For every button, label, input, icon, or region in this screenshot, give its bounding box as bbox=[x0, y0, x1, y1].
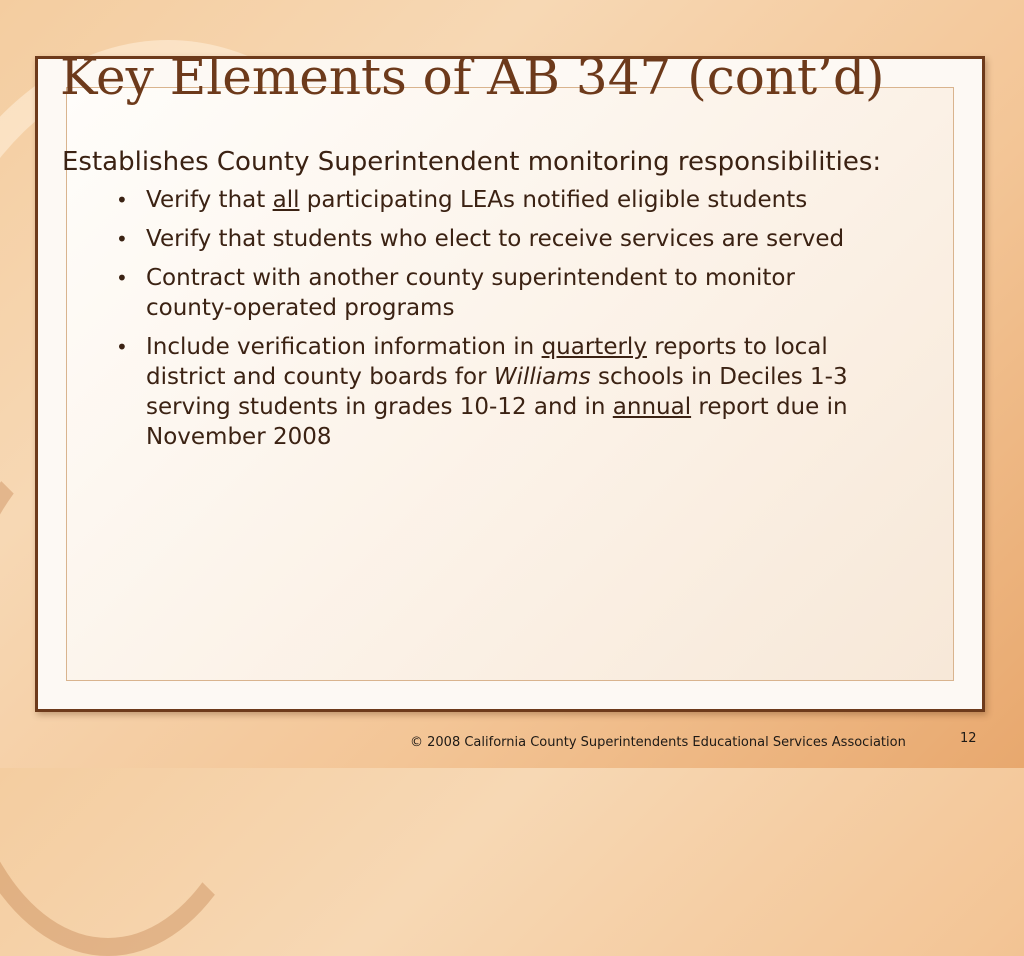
lead-paragraph: Establishes County Superintendent monitoring responsibilities: bbox=[62, 147, 882, 177]
slide-title: Key Elements of AB 347 (cont’d) bbox=[60, 48, 885, 106]
bullet-text-underlined-annual: annual bbox=[612, 394, 692, 420]
bullet-dot-icon: • bbox=[116, 227, 128, 251]
bullet-dot-icon: • bbox=[116, 335, 128, 359]
bullet-text-underlined-quarterly: quarterly bbox=[541, 334, 647, 360]
bullet-text-pre: Verify that bbox=[146, 187, 273, 213]
bullet-text: Verify that students who elect to receive services are served bbox=[146, 226, 845, 252]
bullet-dot-icon: • bbox=[116, 266, 128, 290]
bullet-item-verify-leas bbox=[116, 185, 882, 215]
slide-page-number: 12 bbox=[960, 731, 977, 746]
bullet-text-mid2: schools in Deciles 1-3 serving students in grades 10-12 and in bbox=[146, 364, 848, 420]
bullet-text-mid1: reports to local district and county boards for bbox=[146, 334, 828, 390]
bullet-text-underlined: all bbox=[272, 187, 300, 213]
bullet-dot-icon: • bbox=[116, 188, 128, 212]
bullet-text: Contract with another county superintendent to monitor county-operated programs bbox=[146, 265, 795, 321]
bullet-item-include-verification bbox=[116, 332, 882, 452]
footer-copyright: © 2008 California County Superintendents Educational Services Association bbox=[410, 735, 906, 750]
bullet-item-contract bbox=[116, 263, 882, 323]
bullet-item-verify-students bbox=[116, 224, 882, 254]
slide-body bbox=[62, 144, 882, 461]
bullet-text-italic-williams: Williams bbox=[493, 364, 591, 390]
bullet-text-post: participating LEAs notified eligible students bbox=[299, 187, 808, 213]
bullet-text-pre: Include verification information in bbox=[146, 334, 542, 360]
bullet-list bbox=[62, 185, 882, 452]
bullet-text-post: report due in November 2008 bbox=[146, 394, 848, 450]
